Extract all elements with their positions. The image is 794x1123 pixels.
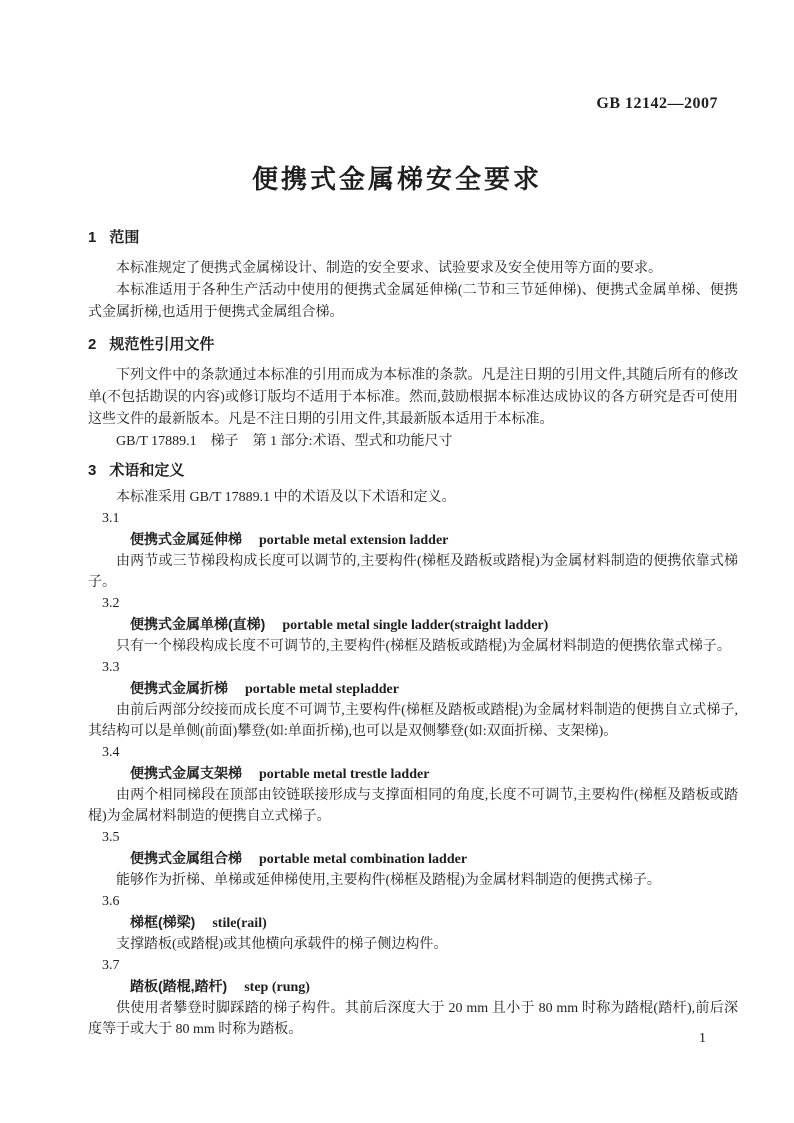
document-title: 便携式金属梯安全要求 [251,164,542,194]
term-number: 3.6 [102,894,120,909]
section-2-paragraph-1: 下列文件中的条款通过本标准的引用而成为本标准的条款。凡是注日期的引用文件,其随后所有的修改单(不包括勘误的内容)或修订版均不适用于本标准。然而,鼓励根据本标准达成协议的各方研究是否可使用这些文件的最新版本。凡是不注日期的引用文件,其最新版本适用于本标准。 [88,368,738,427]
section-3-intro: 本标准采用 GB/T 17889.1 中的术语及以下术语和定义。 [116,490,456,505]
term-number: 3.1 [102,511,120,526]
term-en: portable metal trestle ladder [259,767,430,782]
term-en: portable metal combination ladder [259,852,468,867]
term-number: 3.4 [102,745,120,760]
term-headword [130,848,738,870]
term-en: portable metal stepladder [245,682,399,697]
section-2-reference: GB/T 17889.1 梯子 第 1 部分:术语、型式和功能尺寸 [116,434,453,449]
term-headword [130,529,738,551]
term-number: 3.5 [102,830,120,845]
term-definition: 由两节或三节梯段构成长度可以调节的,主要构件(梯框及踏板或踏棍)为金属材料制造的便携依靠式梯子。 [88,554,738,590]
term-zh: 便携式金属支架梯 [130,765,242,781]
section-3-title: 术语和定义 [109,462,185,479]
term-en: stile(rail) [212,916,267,931]
term-definition: 由两个相同梯段在顶部由铰链联接形成与支撑面相同的角度,长度不可调节,主要构件(梯框及踏板或踏棍)为金属材料制造的便携自立式梯子。 [88,788,738,824]
section-2-number: 2 [88,336,97,353]
document-body [88,227,738,1040]
terms-list [88,487,738,1040]
section-3-number: 3 [88,462,97,479]
term-number: 3.3 [102,660,120,675]
term-headword [130,976,738,998]
section-1-title: 范围 [109,229,140,246]
section-2-title: 规范性引用文件 [109,336,215,353]
term-en: portable metal single ladder(straight ladder) [282,618,549,633]
term-zh: 便携式金属组合梯 [130,850,242,866]
section-3-heading [88,460,738,482]
term-definition: 能够作为折梯、单梯或延伸梯使用,主要构件(梯框及踏棍)为金属材料制造的便携式梯子。 [116,873,661,888]
term-zh: 便携式金属单梯(直梯) [130,616,266,632]
term-en: portable metal extension ladder [259,533,449,548]
standard-code: GB 12142—2007 [596,95,718,112]
section-1-heading [88,227,738,249]
term-zh: 便携式金属折梯 [130,680,228,696]
term-zh: 踏板(踏棍,踏杆) [130,978,228,994]
term-number: 3.2 [102,596,120,611]
section-2-heading [88,334,738,356]
term-headword [130,614,738,636]
term-en: step (rung) [244,980,310,995]
term-zh: 便携式金属延伸梯 [130,531,242,547]
term-definition: 由前后两部分绞接而成长度不可调节,主要构件(梯框及踏板或踏棍)为金属材料制造的便携自立式梯子,其结构可以是单侧(前面)攀登(如:单面折梯),也可以是双侧攀登(如:双面折梯、支架梯)。 [88,703,738,739]
page-number: 1 [699,1031,706,1046]
term-headword [130,763,738,785]
term-definition: 支撑踏板(或踏棍)或其他横向承载件的梯子侧边构件。 [116,937,448,952]
term-zh: 梯框(梯梁) [130,914,196,930]
term-definition: 供使用者攀登时脚踩踏的梯子构件。其前后深度大于 20 mm 且小于 80 mm 时称为踏棍(踏杆),前后深度等于或大于 80 mm 时称为踏板。 [88,1001,738,1037]
section-1-paragraph-2: 本标准适用于各种生产活动中使用的便携式金属延伸梯(二节和三节延伸梯)、便携式金属单梯、便携式金属折梯,也适用于便携式金属组合梯。 [88,283,738,320]
term-definition: 只有一个梯段构成长度不可调节的,主要构件(梯框及踏板或踏棍)为金属材料制造的便携依靠式梯子。 [116,639,731,654]
section-1-paragraph-1: 本标准规定了便携式金属梯设计、制造的安全要求、试验要求及安全使用等方面的要求。 [116,261,662,276]
term-number: 3.7 [102,958,120,973]
term-headword [130,678,738,700]
section-1-number: 1 [88,229,97,246]
term-headword [130,912,738,934]
